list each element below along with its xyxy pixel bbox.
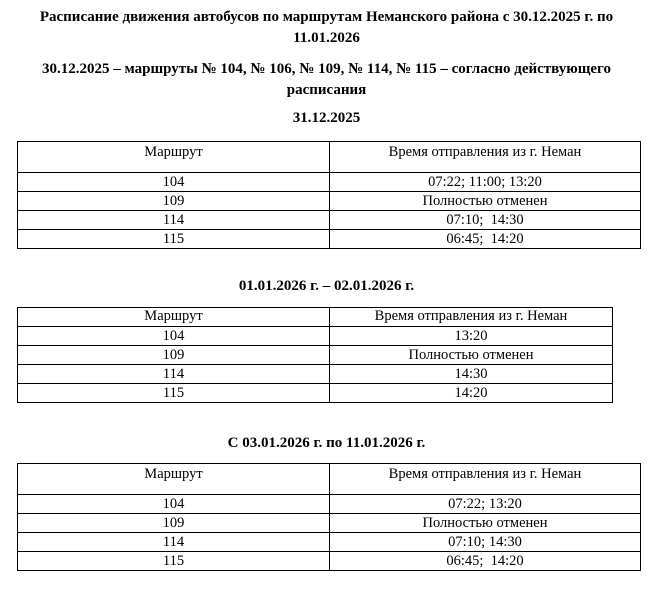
table-row: [18, 552, 641, 571]
column-header-departure-time: Время отправления из г. Неман: [330, 464, 641, 495]
route-cell: 104: [18, 495, 330, 514]
time-cell: 13:20: [330, 327, 613, 346]
section-2-heading: 01.01.2026 г. – 02.01.2026 г.: [238, 278, 415, 294]
schedule-table-3: [17, 463, 641, 571]
time-cell: 14:30: [330, 365, 613, 384]
time-cell: 14:20: [330, 384, 613, 403]
table-row: [18, 514, 641, 533]
time-cell: Полностью отменен: [330, 346, 613, 365]
table-header-row: [18, 308, 613, 327]
column-header-departure-time: Время отправления из г. Неман: [330, 308, 613, 327]
table-header-row: [18, 464, 641, 495]
table-row: [18, 211, 641, 230]
column-header-route: Маршрут: [18, 308, 330, 327]
table-row: [18, 173, 641, 192]
time-cell: 07:10; 14:30: [330, 533, 641, 552]
table-header-row: [18, 142, 641, 173]
document-subtitle-line-2: расписания: [286, 82, 367, 98]
route-cell: 115: [18, 552, 330, 571]
time-cell: 07:10; 14:30: [330, 211, 641, 230]
document-subtitle-line-1: 30.12.2025 – маршруты № 104, № 106, № 109, № 114, № 115 – согласно действующего: [42, 61, 611, 77]
table-row: [18, 365, 613, 384]
time-cell: 06:45; 14:20: [330, 230, 641, 249]
column-header-route: Маршрут: [18, 142, 330, 173]
time-cell: 06:45; 14:20: [330, 552, 641, 571]
route-cell: 109: [18, 346, 330, 365]
document-title-line-1: Расписание движения автобусов по маршрутам Неманского района с 30.12.2025 г. по: [39, 9, 614, 25]
route-cell: 109: [18, 192, 330, 211]
schedule-table-1: [17, 141, 641, 249]
section-1-heading: 31.12.2025: [292, 110, 361, 126]
table-row: [18, 495, 641, 514]
column-header-route: Маршрут: [18, 464, 330, 495]
document-title-line-2: 11.01.2026: [293, 30, 360, 46]
route-cell: 114: [18, 365, 330, 384]
table-row: [18, 346, 613, 365]
time-cell: Полностью отменен: [330, 514, 641, 533]
table-row: [18, 384, 613, 403]
time-cell: 07:22; 11:00; 13:20: [330, 173, 641, 192]
route-cell: 115: [18, 230, 330, 249]
table-row: [18, 192, 641, 211]
route-cell: 115: [18, 384, 330, 403]
table-row: [18, 327, 613, 346]
document-title: [0, 7, 653, 49]
route-cell: 104: [18, 327, 330, 346]
time-cell: 07:22; 13:20: [330, 495, 641, 514]
route-cell: 109: [18, 514, 330, 533]
table-row: [18, 533, 641, 552]
schedule-table-2: [17, 307, 613, 403]
column-header-departure-time: Время отправления из г. Неман: [330, 142, 641, 173]
route-cell: 114: [18, 211, 330, 230]
table-row: [18, 230, 641, 249]
route-cell: 114: [18, 533, 330, 552]
document-subtitle: [0, 59, 653, 101]
time-cell: Полностью отменен: [330, 192, 641, 211]
section-3-heading: С 03.01.2026 г. по 11.01.2026 г.: [227, 435, 426, 451]
route-cell: 104: [18, 173, 330, 192]
